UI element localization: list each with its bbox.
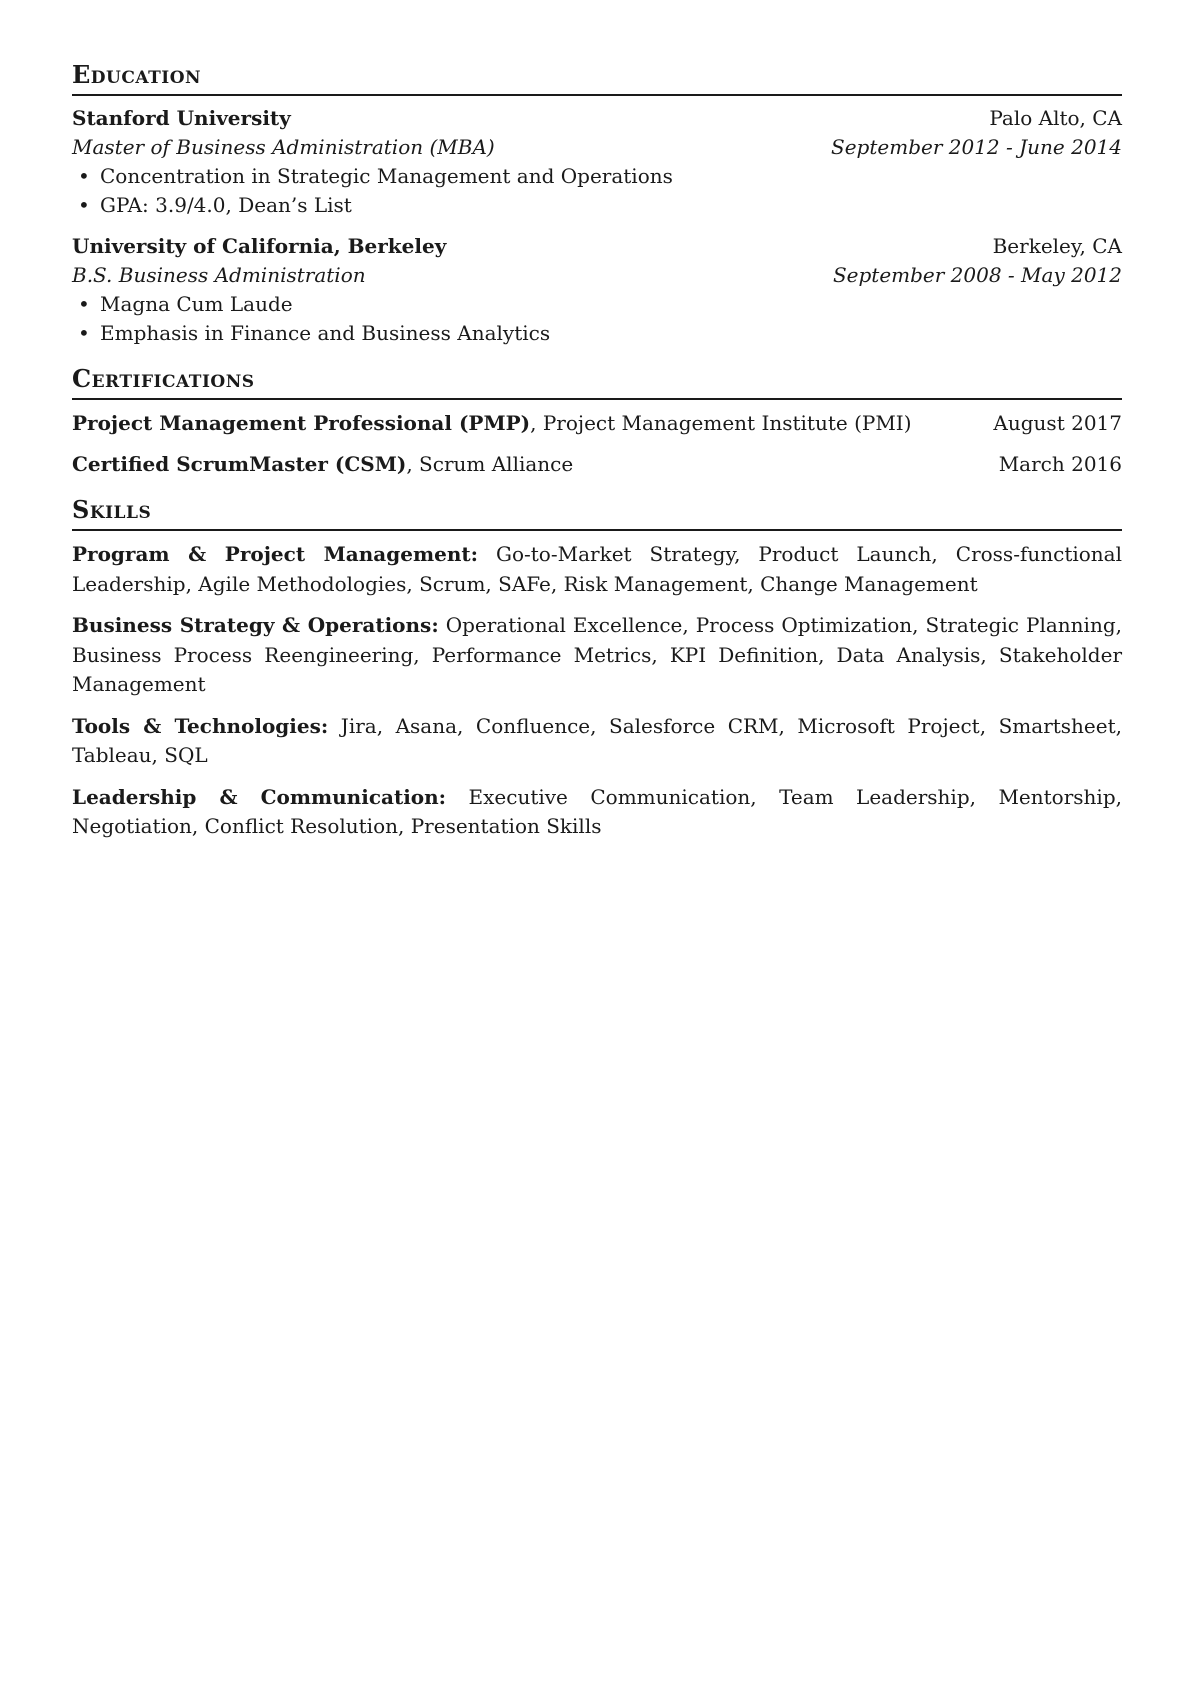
- resume-page: [72, 62, 1122, 842]
- skill-list: Executive Communication, Team Leadership, Mentorship, Negotiation, Conflict Resolution, Presentation Skills: [72, 784, 1122, 838]
- degree-title: B.S. Business Administration: [72, 263, 366, 287]
- certification-text: [72, 450, 573, 479]
- list-item: • GPA: 3.9/4.0, Dean’s List: [72, 191, 1122, 220]
- education-bullets: [72, 162, 1122, 220]
- skill-group-leadership: [72, 783, 1122, 842]
- list-item: • Emphasis in Finance and Business Analytics: [72, 319, 1122, 348]
- skills-heading: Skills: [72, 497, 1122, 531]
- list-item: • Concentration in Strategic Management and Operations: [72, 162, 1122, 191]
- education-entry-stanford: [72, 104, 1122, 220]
- education-entry-berkeley: [72, 232, 1122, 348]
- certification-issuer: , Project Management Institute (PMI): [530, 411, 912, 435]
- institution-name: Stanford University: [72, 106, 291, 130]
- certification-entry-csm: [72, 450, 1122, 479]
- institution-location: Palo Alto, CA: [989, 106, 1122, 130]
- certification-issuer: , Scrum Alliance: [406, 452, 574, 476]
- skill-list: Jira, Asana, Confluence, Salesforce CRM, Microsoft Project, Smartsheet, Tableau, SQL: [72, 713, 1123, 767]
- skills-section: [72, 497, 1122, 842]
- institution-location: Berkeley, CA: [992, 234, 1122, 258]
- certification-entry-pmp: [72, 409, 1122, 438]
- skill-group-business-strategy: [72, 611, 1122, 700]
- certification-name: Certified ScrumMaster (CSM): [72, 452, 407, 476]
- education-section: [72, 62, 1122, 348]
- certification-text: [72, 409, 912, 438]
- institution-name: University of California, Berkeley: [72, 234, 447, 258]
- education-heading: Education: [72, 62, 1122, 96]
- certification-date: March 2016: [998, 452, 1122, 476]
- certification-date: August 2017: [993, 411, 1122, 435]
- skill-list: Operational Excellence, Process Optimization, Strategic Planning, Business Process Reengineering, Performance Metrics, KPI Definition, Data Analysis, Stakeholder Management: [72, 613, 1122, 696]
- skill-label: Leadership & Communication:: [72, 784, 447, 809]
- degree-dates: September 2008 - May 2012: [832, 263, 1122, 287]
- education-bullets: [72, 290, 1122, 348]
- skill-label: Business Strategy & Operations:: [72, 613, 439, 637]
- certification-name: Project Management Professional (PMP): [72, 411, 531, 435]
- degree-dates: September 2012 - June 2014: [831, 135, 1122, 159]
- list-item: • Magna Cum Laude: [72, 290, 1122, 319]
- skill-label: Program & Project Management:: [72, 542, 479, 566]
- skill-group-tools: [72, 712, 1122, 771]
- skill-list: Go-to-Market Strategy, Product Launch, Cross-functional Leadership, Agile Methodologies, Scrum, SAFe, Risk Management, Change Management: [72, 542, 1122, 596]
- certifications-heading: Certifications: [72, 366, 1122, 400]
- degree-title: Master of Business Administration (MBA): [72, 135, 495, 159]
- skill-label: Tools & Technologies:: [72, 713, 329, 738]
- certifications-section: [72, 366, 1122, 479]
- skill-group-program-management: [72, 540, 1122, 599]
